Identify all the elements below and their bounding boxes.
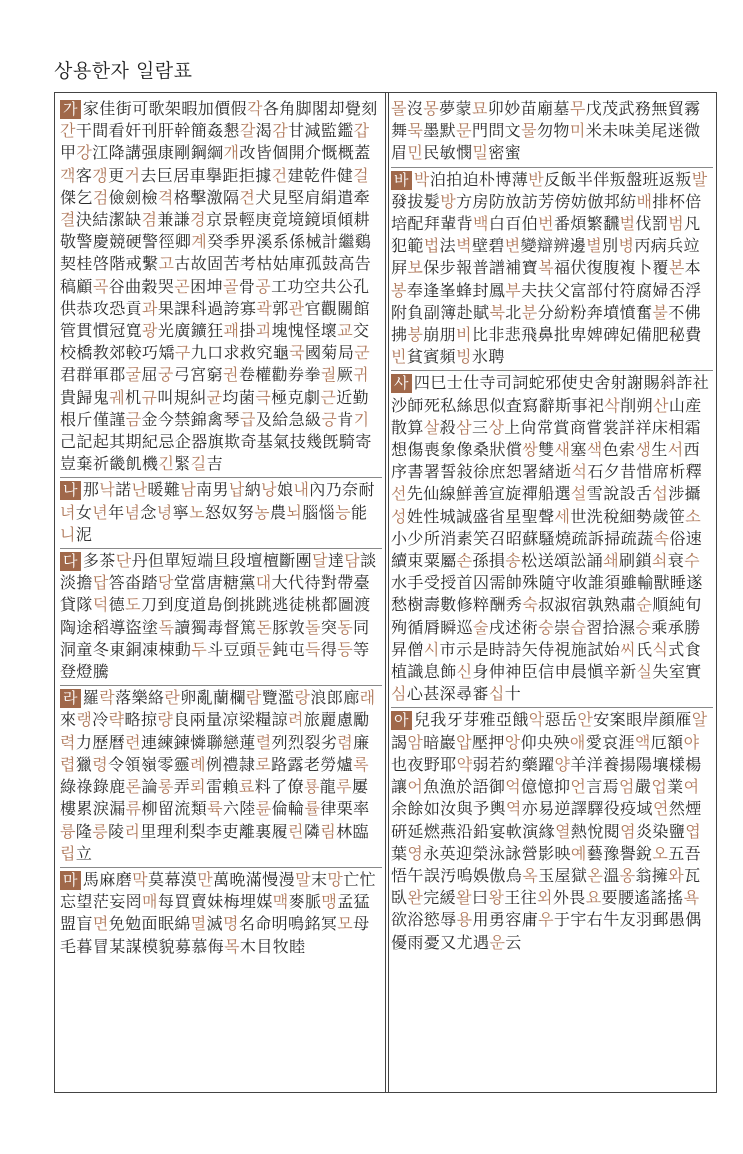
section-ma-continued: [391, 98, 713, 167]
section-ba: [391, 167, 713, 371]
section-ma: [60, 867, 382, 960]
page-title: 상용한자 일람표: [54, 60, 193, 82]
section-da: [60, 548, 382, 685]
column-divider-inner: [388, 93, 389, 1092]
section-heading: 마: [60, 871, 81, 890]
section-text: 兒我牙芽雅亞餓악惡岳안安案眼岸顔雁알謁암暗巖압壓押앙仰央殃애愛哀涯액厄額야也夜野耶약弱若約藥躍양羊洋養揚陽壤樣楊讓어魚漁於語御억億憶抑언言焉엄嚴업業여余餘如汝與予輿역亦易逆譯驛役疫域연然煙硏延燃燕沿鉛宴軟演緣열熱悅閱염炎染鹽엽葉영永英迎榮泳詠營影映예藝豫譽銳오五吾悟午誤汚嗚娛傲烏옥玉屋獄온溫옹翁擁와瓦臥완完緩왈曰왕王往외外畏요要腰遙謠搖욕欲浴慾辱용用勇容庸우于宇右牛友羽郵愚偶優雨憂又尤遇운云: [391, 710, 708, 952]
left-column: [60, 98, 382, 960]
section-heading: 라: [60, 689, 81, 708]
section-heading: 다: [60, 552, 81, 571]
section-text: 那낙諾난暖難남南男납納낭娘내內乃奈耐녀女년年념念녕寧노怒奴努농農뇌腦惱능能니泥: [60, 480, 375, 544]
section-ga: [60, 98, 382, 477]
hanja-table: [54, 92, 717, 1093]
column-divider: [385, 93, 386, 1092]
section-heading: 가: [60, 100, 81, 119]
section-na: [60, 477, 382, 548]
section-text: 馬麻磨막莫幕漠만萬晩滿慢漫말末망亡忙忘望茫妄罔매每買賣妹梅埋媒맥麥脈맹孟猛盟盲면免勉面眠綿멸滅명名命明鳴銘冥모母毛暮冒某謀模貌募慕侮목木目牧睦: [60, 869, 377, 956]
section-heading: 나: [60, 481, 81, 500]
section-heading: 아: [391, 711, 412, 730]
section-heading: 사: [391, 374, 412, 393]
section-text: 羅락落樂絡란卵亂蘭欄람覽濫랑浪郎廊래來랭冷략略掠량良兩量凉梁糧諒려旅麗慮勵력力歷曆련連練鍊憐聯戀蓮렬列烈裂劣렴廉렵獵령令領嶺零靈례例禮隷로路露老勞爐록綠祿錄鹿론論롱弄뢰雷賴료料了僚룡龍루屢樓累淚漏류柳留流類륙六陸륜倫輪률律栗率륭隆릉陵리里理利梨李吏離裏履린隣림林臨립立: [60, 688, 376, 863]
section-text: 家佳街可歌架暇加價假각各角脚閣却覺刻간干間看奸刊肝幹簡姦懇갈渴감甘減監鑑갑甲강江降講强康剛鋼綱개改皆個開介慨概蓋객客갱更거去巨居車擧距拒據건建乾件健걸傑乞검儉劍檢격格擊激隔견犬見堅肩絹遣牽결決結潔缺겸兼謙경京景輕庚竟境鏡頃傾耕敬警慶競硬警徑卿계癸季界溪系係械計繼鷄契桂啓階戒繫고古故固苦考枯姑庫孤鼓高告稿顧곡谷曲穀哭곤困坤골骨공工功空共公孔供恭攻恐貢과果課科過誇寡곽郭관官觀關館管貫慣冠寬광光廣鑛狂괘掛괴塊愧怪壞교交校橋教郊較巧矯구九口求救究龜국國菊局군君群軍郡굴屈궁弓宮窮권卷權勸券拳궐厥귀貴歸鬼궤机규叫規糾균均菌극極克劇근近勤根斤僅謹금金今禁錦禽琴급及給急級긍肯기己記起其期紀忌企器旗欺奇基氣技幾旣騎寄豈棄祈畿飢機긴緊길吉: [60, 99, 378, 474]
section-ra: [60, 685, 382, 867]
right-column: [391, 98, 713, 956]
section-sa: [391, 370, 713, 707]
section-heading: 바: [391, 171, 412, 190]
section-text: 박泊拍迫朴博薄반反飯半伴叛盤班返叛발發拔髮방方房防放訪芳傍妨倣邦紡배排杯倍培配拜輩背백白百伯번番煩繁飜벌伐罰범凡犯範법法벽壁碧변變辯辨邊별別병丙病兵竝屛보保步報普譜補寶복福伏復腹複卜覆본本봉奉逢峯蜂封鳳부夫扶父富部付符腐婦否浮附負副簿赴賦북北분分紛粉奔墳憤奮불不佛拂붕崩朋비比非悲飛鼻批卑婢碑妃備肥秘費빈貧賓頻빙氷聘: [391, 169, 708, 367]
section-a: [391, 707, 713, 955]
section-text: 몰沒몽夢蒙묘卯妙苗廟墓무戊茂武務無貿霧舞묵墨默문門問文물勿物미米未味美尾迷微眉민民敏憫밀密蜜: [391, 99, 701, 163]
section-text: 多茶단丹但單短端旦段壇檀斷團달達담談淡擔답答畓踏당堂當唐糖黨대大代待對帶臺貸隊덕德도刀到度道島倒挑跳逃徒桃都圖渡陶途稻導盜塗독讀獨毒督篤돈豚敦돌突동同洞童冬東銅凍棟動두斗豆頭둔鈍屯득得등等登燈騰: [60, 551, 377, 682]
section-text: 四巳士仕寺司詞蛇邪使史舍射謝賜斜詐社沙師死私絲思似査寫辭斯事祀삭削朔산山産散算살殺삼三상上尙常賞商嘗裳詳祥床相霜想傷喪象像桑狀償쌍雙새塞색色索생生서西序書署誓敍徐庶恕署緖逝석石夕昔惜席析釋선先仙線鮮善宣旋禪船選설雪說設舌섭涉攝성姓性城誠盛省星聖聲세世洗稅細勢歲笹소小少所消素笑召昭蘇騷燒疏訴掃疏蔬속俗速續束粟屬손孫損송松送頌訟誦쇄刷鎖쇠衰수水手受授首囚需帥殊隨守收誰須雖輸獸睡遂愁樹壽數修粹酬秀숙叔淑宿孰熟肅순順純旬殉循脣瞬巡술戌述術숭崇습習拾濕승乘承勝昇僧시市示是時詩矢侍視施試始씨氏식式食植識息飾신身伸神臣信申晨愼辛新실失室實심心甚深尋審십十: [391, 373, 710, 704]
